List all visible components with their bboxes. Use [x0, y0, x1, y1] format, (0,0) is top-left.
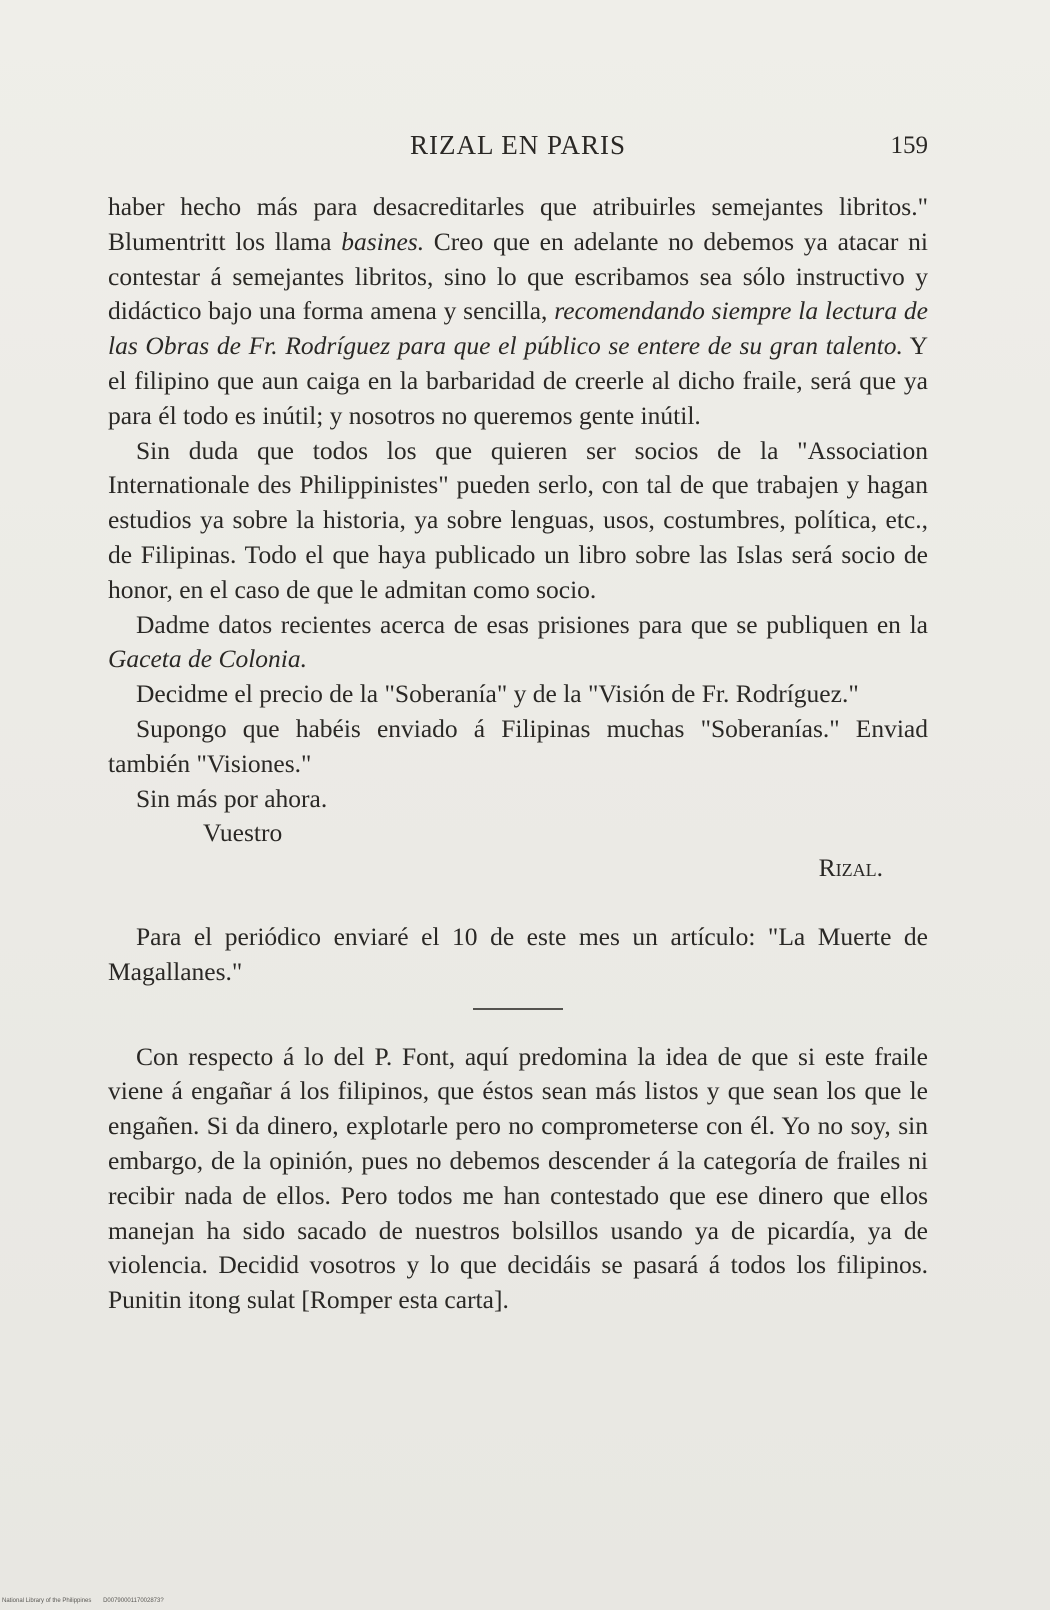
- letter-paragraph: [108, 677, 928, 712]
- letter-paragraph: [108, 190, 928, 434]
- section-divider: [473, 1008, 563, 1010]
- text-run: haber hecho más para desacreditarles que atribuirles semejantes libritos." Blumentritt los llama: [108, 192, 928, 256]
- letter-paragraph: [108, 712, 928, 782]
- page-body: [108, 190, 928, 1318]
- postscript-second: Con respecto á lo del P. Font, aquí predomina la idea de que si este fraile viene á engañar á los filipinos, que éstos sean más listos y que sean los que le engañen. Si da dinero, explotarle pero no comprometerse con él. Yo no soy, sin embargo, de la opinión, pues no debemos descender á la categoría de frailes ni recibir nada de ellos. Pero todos me han contestado que ese dinero que ellos manejan ha sido sacado de nuestros bolsillos usando ya de picardía, ya de violencia. Decidid vosotros y lo que decidáis se pasará á todos los filipinos. Punitin itong sulat [Romper esta carta].: [108, 1041, 928, 1315]
- letter-paragraph: [108, 608, 928, 678]
- italic-text: recomendando siempre la lectura de las Obras de Fr. Rodríguez para que el público se entere de su gran talento.: [108, 296, 928, 361]
- scan-footer: [2, 1598, 164, 1604]
- italic-text: basines.: [341, 226, 425, 256]
- text-run: Creo que en adelante no debemos ya atacar ni contestar á semejantes libritos, sino lo que escribamos sea sólo instructivo y didáctico bajo una forma amena y sencilla,: [108, 226, 928, 326]
- text-run: Sin duda que todos los que quieren ser socios de la "Association Internationale des Philippinistes" pueden serlo, con tal de que trabajen y hagan estudios ya sobre la historia, ya sobre lenguas, usos, costumbres, política, etc., de Filipinas. Todo el que haya publicado un libro sobre las Islas será socio de honor, en el caso de que le admitan como socio.: [108, 435, 928, 604]
- postscript-first: Para el periódico enviaré el 10 de este mes un artículo: "La Muerte de Magallanes.": [108, 921, 928, 986]
- closing-line: Sin más por ahora.: [136, 783, 328, 813]
- letter-paragraph: [108, 434, 928, 608]
- page-header: [108, 130, 928, 170]
- valediction: Vuestro: [203, 818, 283, 848]
- text-run: Supongo que habéis enviado á Filipinas muchas "Soberanías." Enviad también "Visiones.": [108, 713, 928, 778]
- italic-text: Gaceta de Colonia.: [108, 644, 308, 674]
- text-run: Y el filipino que aun caiga en la barbaridad de creerle al dicho fraile, será que ya para él todo es inútil; y nosotros no queremos gente inútil.: [108, 331, 928, 430]
- page-number: 159: [890, 132, 928, 159]
- running-head: RIZAL EN PARIS: [409, 130, 627, 160]
- footer-id: D0079000117002873?: [103, 1598, 164, 1604]
- text-run: Decidme el precio de la "Soberanía" y de la "Visión de Fr. Rodríguez.": [136, 679, 859, 709]
- signature: Rizal.: [818, 853, 883, 883]
- footer-library: National Library of the Philippines: [2, 1598, 92, 1604]
- text-run: Dadme datos recientes acerca de esas prisiones para que se publiquen en la: [136, 609, 928, 639]
- letter-paragraphs: [108, 190, 928, 782]
